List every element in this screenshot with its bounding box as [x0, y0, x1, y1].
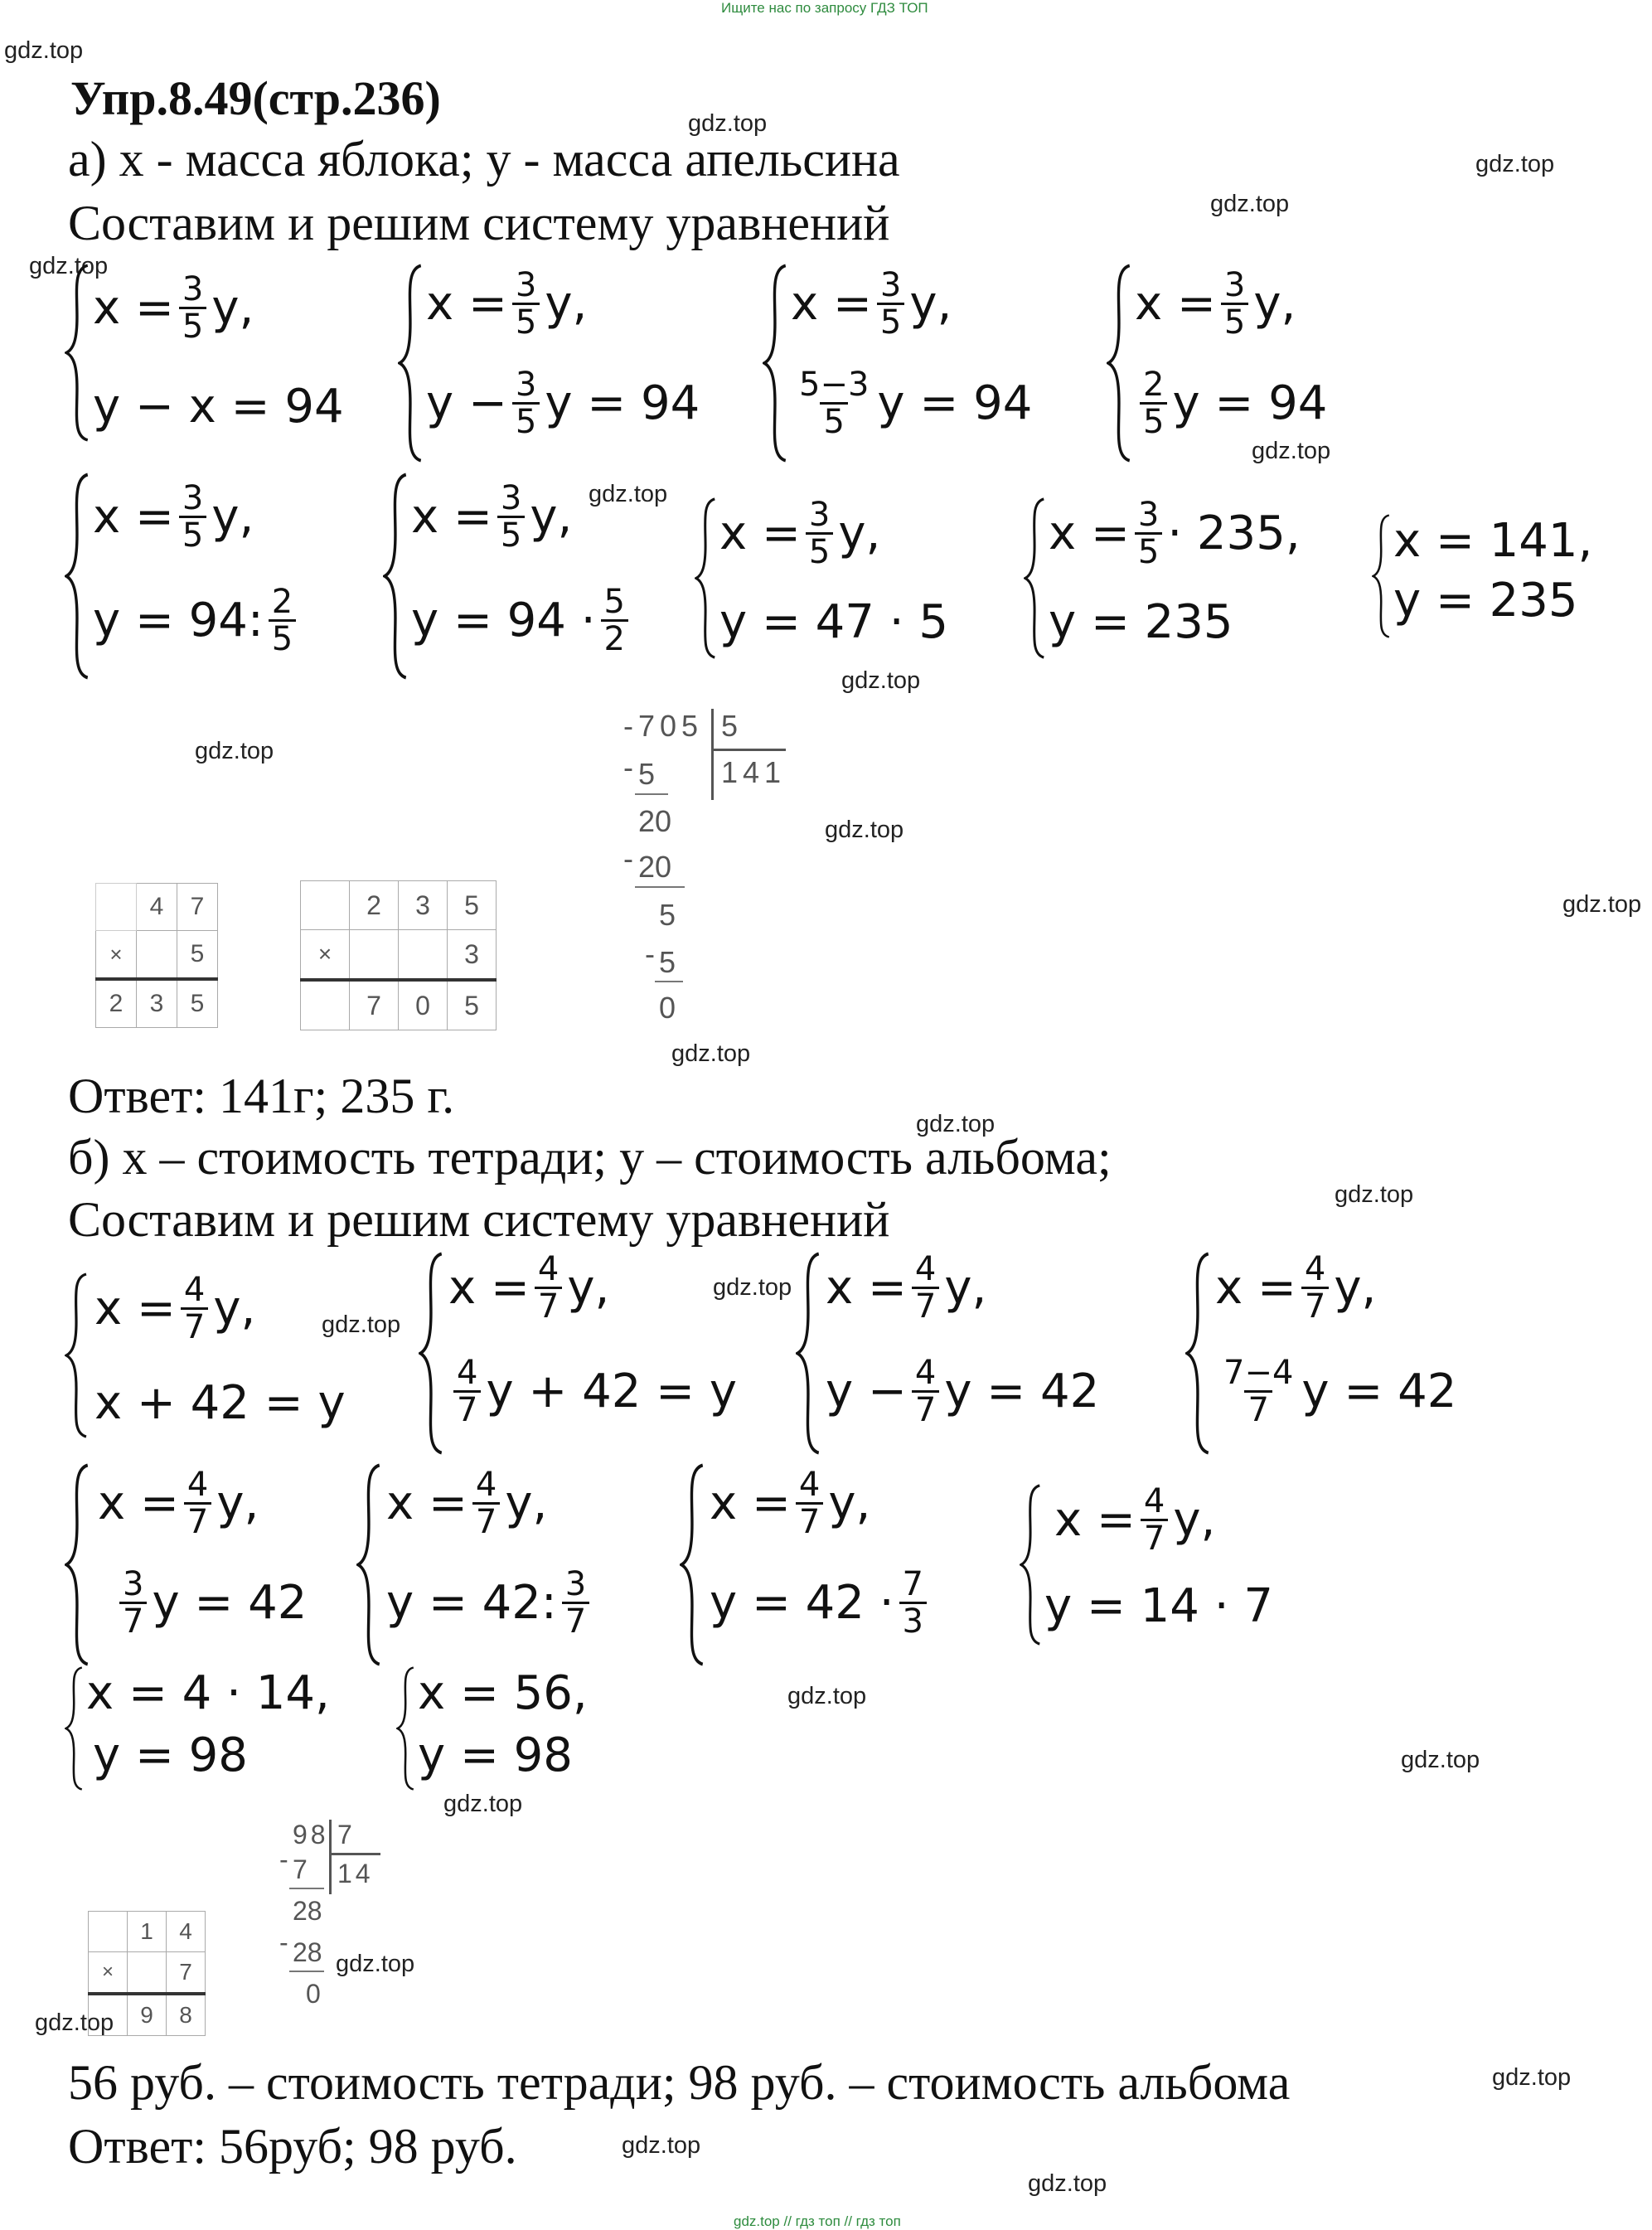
watermark: gdz.top [688, 110, 768, 137]
system-b5: x = $\frac{4}{7}$ y, $\frac{3}{7}$ y = 42 [65, 1463, 346, 1666]
system-a2: x = $\frac{3}{5}$ y, y − $\frac{3}{5}$ y = 94 [398, 264, 746, 463]
part-a-answer: Ответ: 141г; 235 г. [68, 1069, 455, 1123]
watermark: gdz.top [787, 1683, 867, 1709]
part-b-answer: Ответ: 56руб; 98 руб. [68, 2119, 517, 2174]
watermark: gdz.top [916, 1111, 996, 1137]
watermark: gdz.top [1028, 2170, 1107, 2197]
system-a8: x = $\frac{3}{5}$ · 235, y = 235 [1024, 497, 1339, 659]
watermark: gdz.top [1401, 1747, 1480, 1773]
long-division-705-by-5: - 705 5 141 - 5 20 - 20 5 - 5 0 [623, 709, 787, 1025]
watermark: gdz.top [443, 1791, 523, 1817]
watermark: gdz.top [1210, 191, 1290, 217]
system-b8: x = $\frac{4}{7}$ y, y = 14 · 7 [1020, 1484, 1301, 1646]
system-a1: x = $\frac{3}{5}$ y, y − x = 94 [65, 264, 380, 442]
system-b3: x = $\frac{4}{7}$ y, y − $\frac{4}{7}$ y = 42 [796, 1252, 1144, 1455]
watermark: gdz.top [671, 1040, 751, 1067]
part-a-compose: Составим и решим систему уравнений [68, 196, 890, 250]
watermark: gdz.top [336, 1951, 415, 1977]
multiplication-47x5: 4 7 × 5 2 3 5 [95, 883, 218, 1028]
system-a5: x = $\frac{3}{5}$ y, y = 94: $\frac{2}{5}$ [65, 473, 380, 680]
bottom-banner: gdz.top // гдз топ // гдз топ [734, 2213, 901, 2229]
watermark: gdz.top [35, 2009, 114, 2036]
system-b10: x = 56, y = 98 [396, 1666, 645, 1791]
watermark: gdz.top [1335, 1181, 1414, 1208]
system-b4: x = $\frac{4}{7}$ y, $\frac{7-4}{7}$ y = 42 [1185, 1252, 1484, 1455]
system-a3: x = $\frac{3}{5}$ y, $\frac{5-3}{5}$ y = 94 [763, 264, 1094, 463]
part-b-result: 56 руб. – стоимость тетради; 98 руб. – стоимость альбома [68, 2055, 1291, 2110]
system-a7: x = $\frac{3}{5}$ y, y = 47 · 5 [695, 497, 976, 659]
multiplication-235x3: 2 3 5 × 3 7 0 5 [300, 880, 497, 1030]
watermark: gdz.top [841, 667, 921, 694]
watermark: gdz.top [589, 481, 668, 507]
watermark: gdz.top [825, 817, 904, 843]
watermark: gdz.top [1562, 891, 1642, 918]
watermark: gdz.top [713, 1274, 792, 1301]
system-b2: x = $\frac{4}{7}$ y, $\frac{4}{7}$ y + 42 = y [419, 1252, 767, 1455]
part-b-compose: Составим и решим систему уравнений [68, 1192, 890, 1247]
long-division-98-by-7: 98 7 14 - 7 28 - 28 0 [278, 1820, 402, 2027]
page-title: Упр.8.49(стр.236) [70, 71, 441, 125]
system-b7: x = $\frac{4}{7}$ y, y = 42 · $\frac{7}{3}$ [680, 1463, 978, 1666]
watermark: gdz.top [622, 2132, 701, 2159]
watermark: gdz.top [4, 37, 84, 64]
watermark: gdz.top [195, 738, 274, 764]
part-a-intro: а) x - масса яблока; y - масса апельсина [68, 132, 900, 187]
system-a4: x = $\frac{3}{5}$ y, $\frac{2}{5}$ y = 94 [1107, 264, 1380, 463]
system-b6: x = $\frac{4}{7}$ y, y = 42: $\frac{3}{7}$ [356, 1463, 638, 1666]
watermark: gdz.top [1475, 151, 1555, 177]
watermark: gdz.top [322, 1311, 401, 1338]
system-a9: x = 141, y = 235 [1372, 514, 1621, 638]
watermark: gdz.top [1252, 438, 1331, 464]
part-b-intro: б) x – стоимость тетради; y – стоимость альбома; [68, 1130, 1112, 1185]
system-b1: x = $\frac{4}{7}$ y, x + 42 = y [65, 1273, 346, 1438]
system-a6: x = $\frac{3}{5}$ y, y = 94 · $\frac{5}{2}$ [383, 473, 681, 680]
watermark: gdz.top [29, 253, 109, 279]
multiplication-14x7: 1 4 × 7 9 8 [88, 1911, 206, 2036]
watermark: gdz.top [1492, 2064, 1572, 2091]
top-banner: Ищите нас по запросу ГДЗ ТОП [721, 0, 928, 16]
system-b9: x = 4 · 14, y = 98 [65, 1666, 363, 1791]
